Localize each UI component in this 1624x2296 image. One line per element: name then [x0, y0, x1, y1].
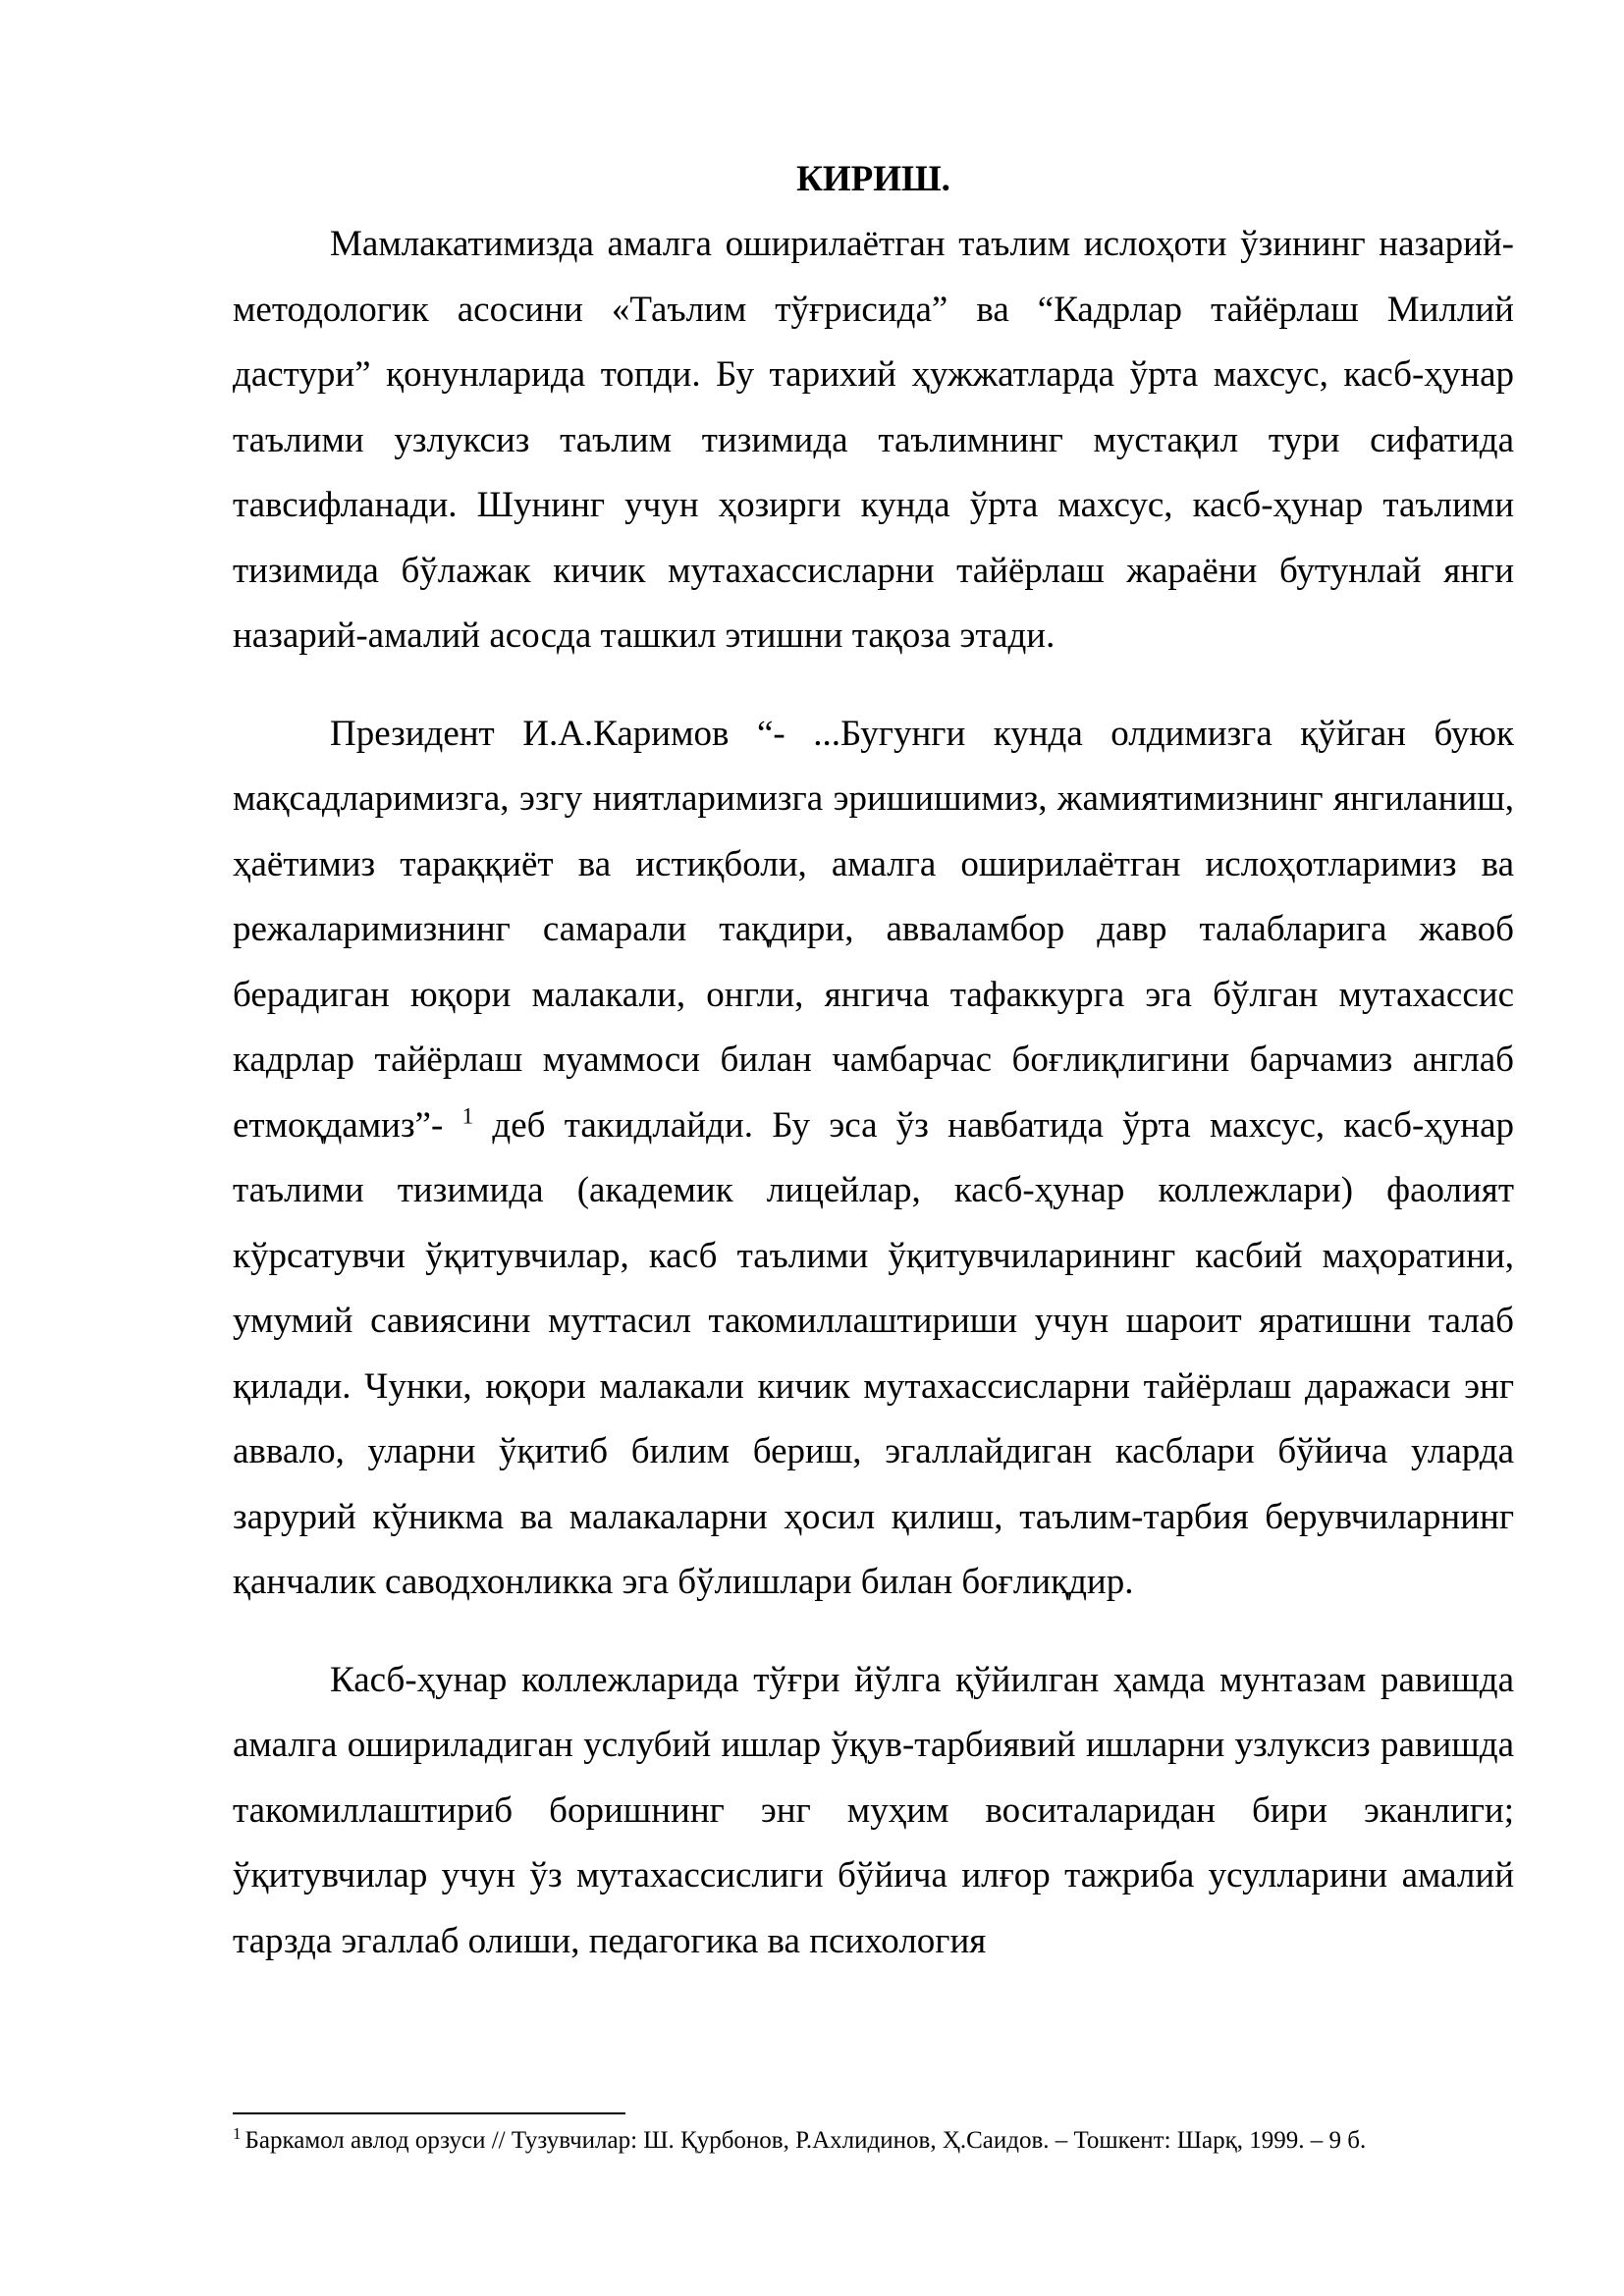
- footnote-area: [233, 2112, 1514, 2158]
- document-body: [233, 147, 1514, 1974]
- page-title: КИРИШ.: [796, 159, 950, 199]
- footnote-reference: 1: [461, 1103, 474, 1129]
- paragraph-1: Мамлакатимизда амалга оширилаётган таълим ислоҳоти ўзининг назарий-методологик асосини «Таълим тўғрисида” ва “Кадрлар тайёрлаш Миллий дастури” қонунларида топди. Бу тарихий ҳужжатларда ўрта махсус, касб-ҳунар таълими узлуксиз таълим тизимида таълимнинг мустақил тури сифатида тавсифланади. Шунинг учун ҳозирги кунда ўрта махсус, касб-ҳунар таълими тизимида бўлажак кичик мутахассисларни тайёрлаш жараёни бутунлай янги назарий-амалий асосда ташкил этишни тақоза этади.: [233, 224, 1514, 656]
- footnote-text: Баркамол авлод орзуси // Тузувчилар: Ш. Қурбонов, Р.Ахлидинов, Ҳ.Саидов. – Тошкент: Шарқ, 1999. – 9 б.: [244, 2127, 1367, 2154]
- footnote-separator: [233, 2112, 625, 2114]
- footnote: [233, 2124, 1514, 2158]
- footnote-mark: 1: [233, 2123, 242, 2143]
- paragraph-2: [233, 702, 1514, 1616]
- paragraph-3: Касб-ҳунар коллежларида тўғри йўлга қўйилган ҳамда мунтазам равишда амалга ошириладиган услубий ишлар ўқув-тарбиявий ишларни узлуксиз равишда такомиллаштириб боришнинг энг муҳим воситаларидан бири эканлиги; ўқитувчилар учун ўз мутахассислиги бўйича илғор тажриба усулларини амалий тарзда эгаллаб олиши, педагогика ва психология: [233, 1659, 1514, 1961]
- paragraph-2-text-after: деб такидлайди. Бу эса ўз навбатида ўрта махсус, касб-ҳунар таълими тизимида (академик лицейлар, касб-ҳунар коллежлари) фаолият кўрсатувчи ўқитувчилар, касб таълими ўқитувчиларининг касбий маҳоратини, умумий савиясини муттасил такомиллаштириши учун шароит яратишни талаб қилади. Чунки, юқори малакали кичик мутахассисларни тайёрлаш даражаси энг аввало, уларни ўқитиб билим бериш, эгаллайдиган касблари бўйича уларда зарурий кўникма ва малакаларни ҳосил қилиш, таълим-тарбия берувчиларнинг қанчалик саводхонликка эга бўлишлари билан боғлиқдир.: [233, 1104, 1514, 1602]
- paragraph-2-text-before: Президент И.А.Каримов “- ...Бугунги кунда олдимизга қўйган буюк мақсадларимизга, эзгу ниятларимизга эришишимиз, жамиятимизнинг янгиланиш, ҳаётимиз тараққиёт ва истиқболи, амалга оширилаётган ислоҳотларимиз ва режаларимизнинг самарали тақдири, авваламбор давр талабларига жавоб берадиган юқори малакали, онгли, янгича тафаккурга эга бўлган мутахассис кадрлар тайёрлаш муаммоси билан чамбарчас боғлиқлигини барчамиз англаб етмоқдамиз”-: [233, 713, 1514, 1146]
